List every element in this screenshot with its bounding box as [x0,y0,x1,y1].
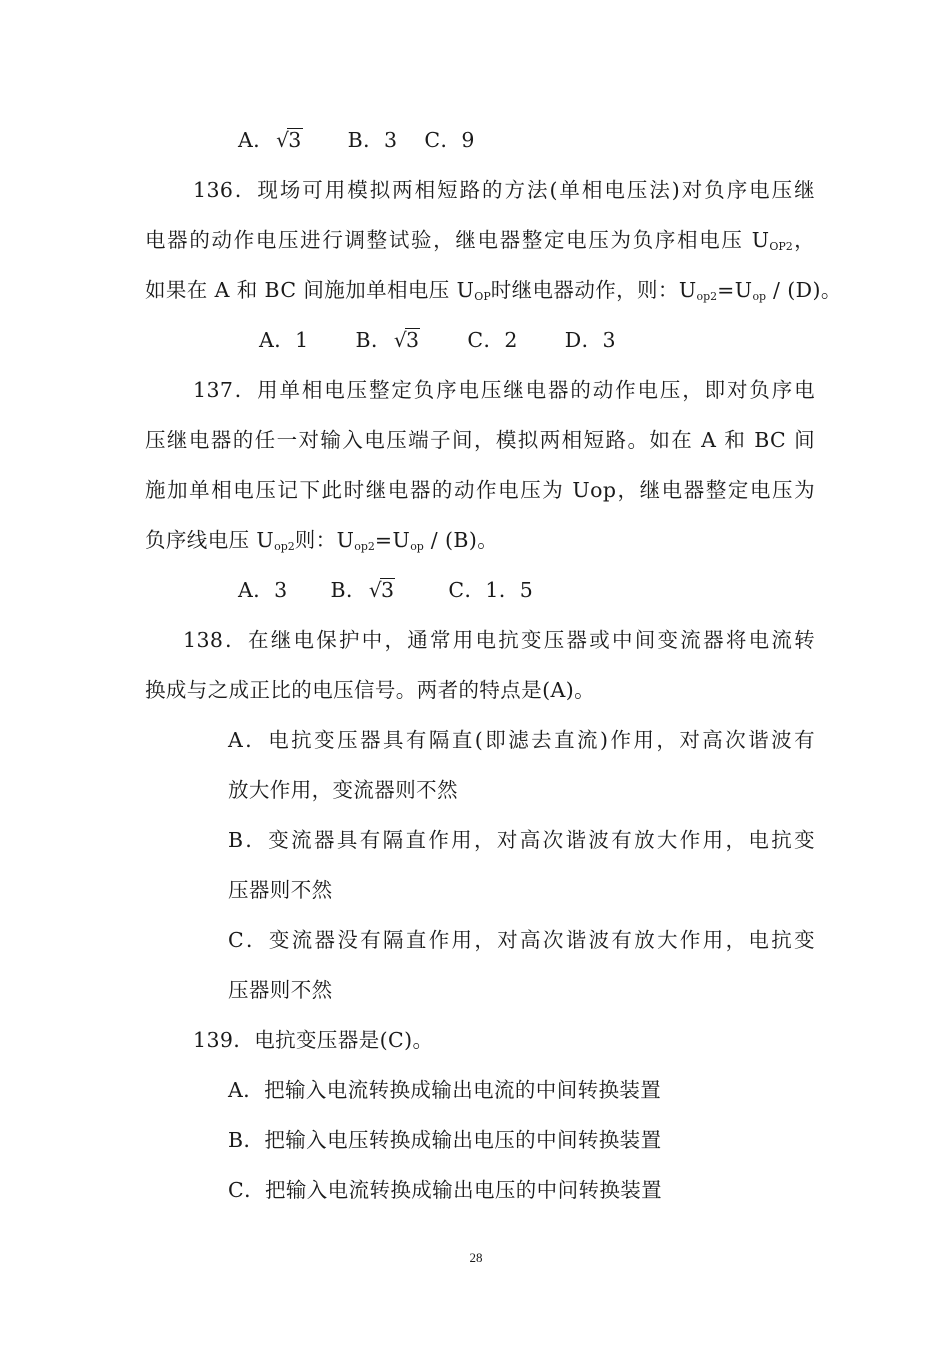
q139-line-1: 139．电抗变压器是(C)。 [193,1028,434,1052]
q135-option-b: B．3 [347,128,398,152]
q135-option-c: C．9 [424,128,475,152]
q138-option-c-line-2: 压器则不然 [228,978,333,1002]
text: 电器的动作电压进行调整试验，继电器整定电压为负序相电压 U [145,228,770,252]
q137-options [238,575,533,605]
text: 负序线电压 U [145,528,275,552]
radicand: 3 [288,128,302,152]
q137-line-1: 137．用单相电压整定负序电压继电器的动作电压，即对负序电 [193,378,815,402]
q137-option-c: C．1．5 [448,578,534,602]
q138-line-1: 138．在继电保护中，通常用电抗变压器或中间变流器将电流转 [183,628,815,652]
q136-line-2 [145,225,815,262]
subscript: op [410,540,424,553]
q138-option-a-line-1: A．电抗变压器具有隔直(即滤去直流)作用，对高次谐波有 [228,728,815,752]
text: 时继电器动作，则：U [490,278,697,302]
q138-option-b-line-1: B．变流器具有隔直作用，对高次谐波有放大作用，电抗变 [228,828,815,852]
q136-line-3 [145,275,842,312]
subscript: OP2 [769,240,793,253]
q135-option-a [238,125,303,155]
option-label: A． [238,128,275,152]
q137-line-4 [145,525,815,562]
q138-option-a-line-2: 放大作用，变流器则不然 [228,778,458,802]
page-number: 28 [469,1250,483,1265]
q137-option-a: A．3 [238,578,288,602]
q138-option-c-line-1: C．变流器没有隔直作用，对高次谐波有放大作用，电抗变 [228,928,815,952]
text: / (D)。 [766,278,842,302]
q136-option-d: D．3 [564,328,616,352]
subscript: op2 [274,540,295,553]
q139-option-c: C．把输入电流转换成输出电压的中问转换装置 [228,1178,663,1202]
subscript: OP [474,290,491,303]
q136-options [259,325,616,355]
q136-option-a: A．1 [259,328,309,352]
text: ， [792,228,815,252]
text: 如果在 A 和 BC 间施加单相电压 U [145,278,475,302]
q137-line-2: 压继电器的任一对输入电压端子间，模拟两相短路。如在 A 和 BC 间 [145,428,815,452]
q139-option-b: B．把输入电压转换成输出电压的中间转换装置 [228,1128,662,1152]
q137-option-b [330,575,395,605]
q137-line-3: 施加单相电压记下此时继电器的动作电压为 Uop，继电器整定电压为 [145,478,815,502]
subscript: op2 [696,290,718,303]
q135-options [238,125,475,155]
q138-line-2: 换成与之成正比的电压信号。两者的特点是(A)。 [145,678,595,702]
text: =U [374,528,411,552]
q136-option-c: C．2 [467,328,518,352]
q136-line-1: 136．现场可用模拟两相短路的方法(单相电压法)对负序电压继 [193,178,815,202]
text: / (B)。 [423,528,499,552]
radicand: 3 [406,328,420,352]
text: =U [717,278,753,302]
option-label: B． [330,578,367,602]
sqrt-symbol: √3 [276,128,302,152]
q138-option-b-line-2: 压器则不然 [228,878,333,902]
sqrt-symbol: √3 [368,578,395,602]
q136-option-b [355,325,420,355]
subscript: op2 [354,540,375,553]
sqrt-symbol: √3 [393,328,420,352]
option-label: B． [355,328,392,352]
radicand: 3 [381,578,395,602]
q139-option-a: A．把输入电流转换成输出电流的中间转换装置 [228,1078,662,1102]
subscript: op [752,290,767,303]
text: 则：U [294,528,355,552]
